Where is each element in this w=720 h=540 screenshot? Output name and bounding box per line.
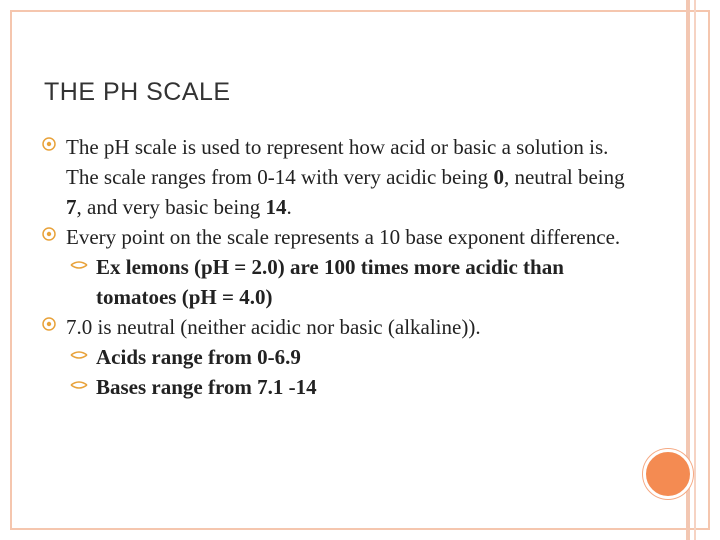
bullet-text: The pH scale is used to represent how acid or basic a solution is. The scale ranges from 0-14 with very acidic being 0, neutral being 7, and very basic being 14. (66, 135, 625, 219)
bullet-circle-icon (42, 137, 56, 151)
bullet-item (44, 312, 644, 342)
sub-bullet-arrow-icon (70, 258, 88, 272)
sub-bullet-text: Ex lemons (pH = 2.0) are 100 times more acidic than tomatoes (pH = 4.0) (96, 255, 564, 309)
bullet-item (44, 132, 644, 222)
decorative-circle (643, 449, 693, 499)
decorative-stripe-thin (694, 0, 696, 540)
sub-bullet-item (70, 372, 644, 402)
sub-bullet-arrow-icon (70, 378, 88, 392)
sub-bullet-arrow-icon (70, 348, 88, 362)
sub-bullet-text: Bases range from 7.1 -14 (96, 375, 317, 399)
bullet-text: Every point on the scale represents a 10 base exponent difference. (66, 225, 621, 249)
bullet-text: 7.0 is neutral (neither acidic nor basic (alkaline)). (66, 315, 481, 339)
sub-bullet-item (70, 252, 644, 312)
bullet-circle-icon (42, 317, 56, 331)
sub-bullet-item (70, 342, 644, 372)
bullet-circle-icon (42, 227, 56, 241)
sub-bullet-text: Acids range from 0-6.9 (96, 345, 301, 369)
slide-content (44, 132, 644, 402)
slide-title: THE PH SCALE (44, 78, 231, 106)
bullet-item (44, 222, 644, 252)
